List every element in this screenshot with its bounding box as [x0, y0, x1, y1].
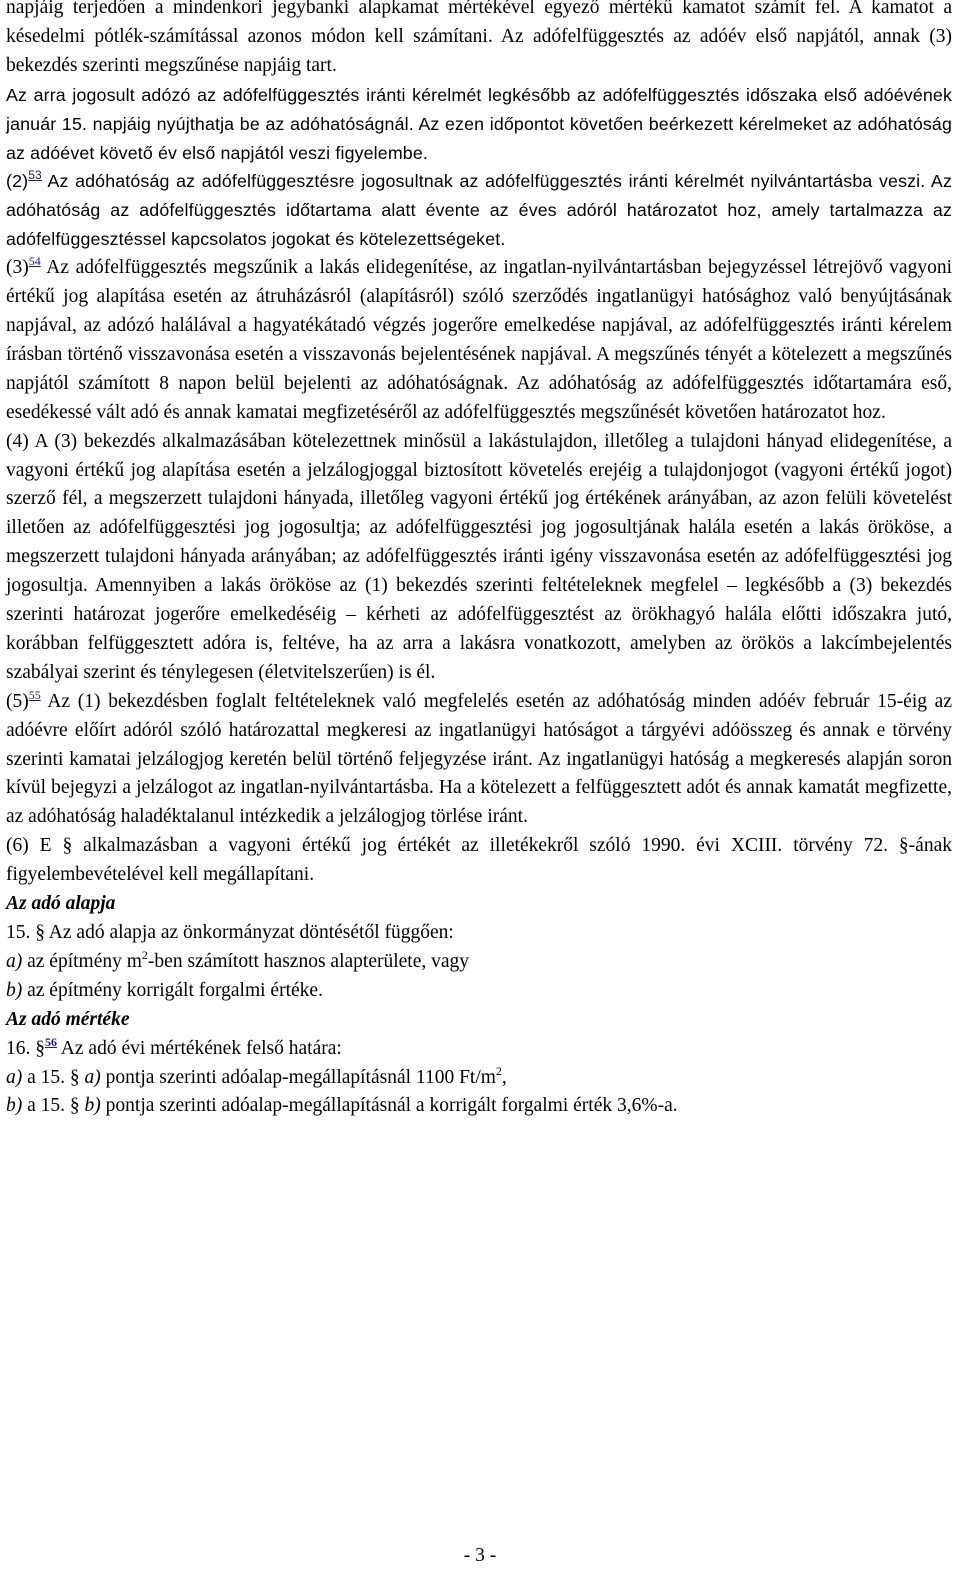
- page-number: - 3 -: [463, 1545, 497, 1566]
- section-16-intro: 16. §$^{56}$ Az adó évi mértékének felső határa:: [6, 1034, 342, 1059]
- paragraph-5: $(5)^{55}$ Az (1) bekezdésben foglalt feltételeknek való megfelelés esetén az adóhatóság minden adóév február 15-éig az adóévre előírt adóról szóló határozattal megkeresi az ingatlanügyi hatóságot a tárgyévi adóösszeg és annak e törvény szerinti kamatai jelzálogjog keretén belül történő feljegyzése iránt. Az ingatlanügyi hatóság a megkeresés alapján soron kívül bejegyzi a jelzálogot az ingatlan-nyilvántartásba. Ha a kötelezett a felfüggesztett adót és annak kamatát megfizette, az adóhatóság haladéktalanul intézkedik a jelzálogjog törlése iránt.: [6, 687, 952, 828]
- section-15-item-b: b) az építmény korrigált forgalmi értéke.: [6, 979, 323, 1001]
- footnote-link-56[interactable]: 56: [45, 1034, 57, 1049]
- footnote-link-54[interactable]: 54: [28, 254, 41, 269]
- footnote-link-53[interactable]: 53: [28, 168, 42, 183]
- paragraph-3: $(3)^{54}$ Az adófelfüggesztés megszűnik a lakás elidegenítése, az ingatlan-nyilvántartásban bejegyzéssel létrejövő vagyoni értékű jog alapítása esetén az átruházásról (alapításról) szóló szerződés ingatlanügyi hatósághoz való benyújtásának napjával, az adózó halálával a hagyatékátadó végzés jogerőre emelkedése napjával, az adófelfüggesztés iránti kérelem írásban történő visszavonása esetén a visszavonás bejelentésének napjával. A megszűnés tényét a kötelezett a megszűnés napjától számított 8 napon belül bejelenti az adóhatóságnak. Az adóhatóság az adófelfüggesztés időtartamára eső, esedékessé vált adó és annak kamatai megfizetéséről az adófelfüggesztés megszűnését követően határozatot hoz.: [6, 254, 952, 423]
- paragraph-1-request: Az arra jogosult adózó az adófelfüggesztés iránti kérelmét legkésőbb az adófelfüggesztés időszaka első adóévének január 15. napjáig nyújthatja be az adóhatóságnál. Az ezen időpontot követően beérkezett kérelmeket az adóhatóság az adóévet követő év első napjától veszi figyelembe.: [6, 84, 952, 163]
- document-page: [6, 0, 952, 1121]
- section-heading-tax-base: Az adó alapja: [6, 893, 116, 915]
- paragraph-1-continuation: napjáig terjedően a mindenkori jegybanki alapkamat mértékével egyező mértékű kamatot számít fel. A kamatot a késedelmi pótlék-számítással azonos módon kell számítani. Az adófelfüggesztés az adóév első napjától, annak (3) bekezdés szerinti megszűnése napjáig tart.: [6, 0, 952, 76]
- paragraph-4: (4) A (3) bekezdés alkalmazásában kötelezettnek minősül a lakástulajdon, illetőleg a tulajdoni hányad elidegenítése, a vagyoni értékű jog alapítása esetén a jelzálogjoggal biztosított követelés erejéig a tulajdonjogot (vagyoni értékű jogot) szerző fél, a megszerzett tulajdoni hányada, illetőleg vagyoni értékű jog értékének arányában, az azon felüli követelést illetően az adófelfüggesztési jog jogosultja; az adófelfüggesztési jog jogosultjának halála esetén a lakás örököse, a megszerzett tulajdoni hányada arányában; az adófelfüggesztés iránti igény visszavonása esetén az adófelfüggesztési jog jogosultja. Amennyiben a lakás örököse az (1) bekezdés szerinti feltételeknek megfelel – legkésőbb a (3) bekezdés szerinti határozat jogerőre emelkedéséig – kérheti az adófelfüggesztést az örökhagyó halála előtti időszakra jutó, korábban felfüggesztett adóra is, feltéve, ha az arra a lakásra vonatkozott, amelyben az örökös a lakcímbejelentés szabályai szerint és ténylegesen (életvitelszerűen) is él.: [6, 430, 952, 683]
- section-16-item-b: b) a 15. § b) pontja szerinti adóalap-megállapításnál a korrigált forgalmi érték 3,6%-a.: [6, 1095, 678, 1117]
- footnote-link-55[interactable]: 55: [28, 687, 41, 702]
- section-15-intro: 15. § Az adó alapja az önkormányzat döntésétől függően:: [6, 922, 454, 943]
- paragraph-6: (6) E § alkalmazásban a vagyoni értékű jog értékét az illetékekről szóló 1990. évi XCIII. törvény 72. §-ának figyelembevételével kell megállapítani.: [6, 835, 952, 886]
- section-heading-tax-rate: Az adó mértéke: [6, 1008, 130, 1030]
- section-16-item-a: a) a 15. § a) pontja szerinti adóalap-megállapításnál 1100 $Ft/m^2$,: [6, 1063, 507, 1088]
- section-15-item-a: a) az építmény $m^2$-ben számított hasznos alapterülete, vagy: [6, 947, 470, 972]
- paragraph-2: $(2)^{53}$ Az adóhatóság az adófelfüggesztésre jogosultnak az adófelfüggesztés iránti kérelmét nyilvántartásba veszi. Az adóhatóság az adófelfüggesztés időtartama alatt évente az éves adóról határozatot hoz, amely tartalmazza az adófelfüggesztéssel kapcsolatos jogokat és kötelezettségeket.: [6, 168, 952, 250]
